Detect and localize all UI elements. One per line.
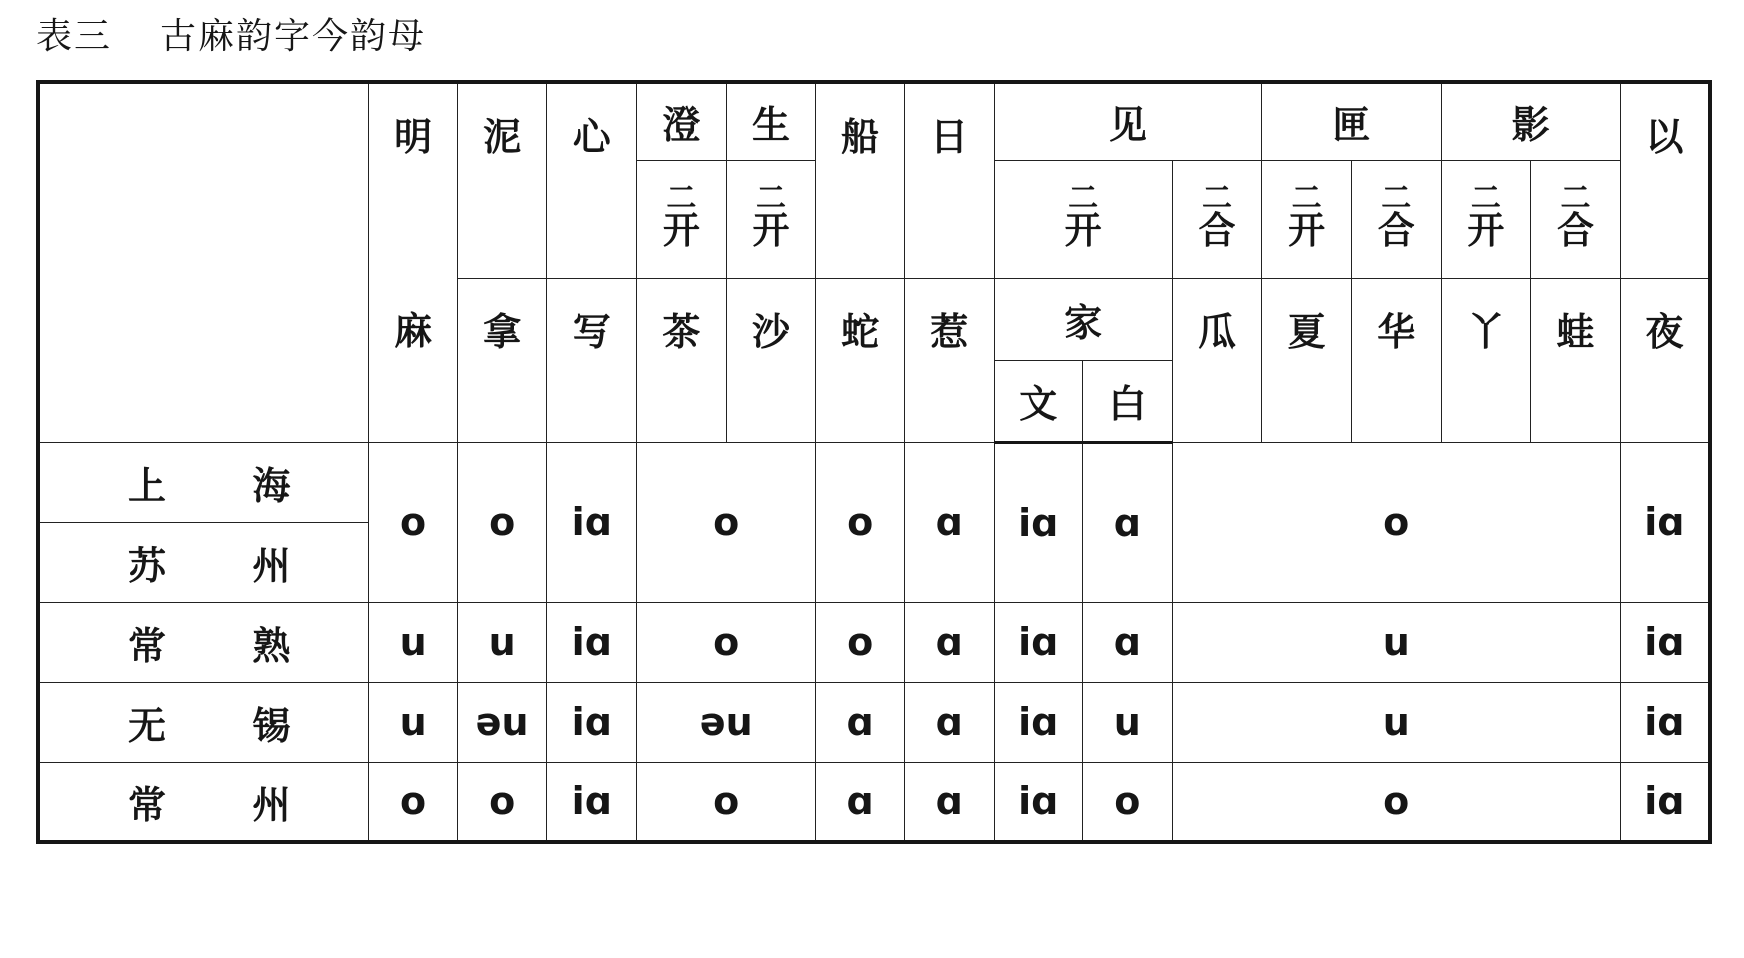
grade-jian-he: 二 合 [1172,160,1262,278]
initial-yi: 以 [1620,82,1710,278]
cell-changshu-chuan: o [816,602,905,682]
grade-sheng: 二 开 [726,160,816,278]
initial-sheng: 生 [726,82,816,160]
cell-wuxi-cheng-sheng: əu [637,682,816,762]
cell-wuxi-bai: u [1083,682,1173,762]
char-wa: 蛙 [1531,278,1621,442]
city-suzhou: 苏 州 [38,522,369,602]
cell-changzhou-yi: iɑ [1620,762,1710,842]
char-ma: 麻 [369,278,458,442]
grade-xia-he: 二 合 [1351,160,1441,278]
table-caption [36,8,426,59]
caption-label: 表三 [36,16,113,57]
char-she: 蛇 [816,278,905,442]
cell-changshu-cheng-sheng: o [637,602,816,682]
finals-table [36,80,1712,844]
cell-shsz-ming: o [369,442,458,602]
char-xia: 夏 [1262,278,1352,442]
cell-wuxi-xin: iɑ [547,682,637,762]
char-na: 拿 [457,278,547,442]
corner-cell [38,82,369,442]
char-cha: 茶 [637,278,727,442]
cell-shsz-ri: ɑ [904,442,994,602]
city-shanghai: 上 海 [38,442,369,522]
cell-wuxi-ni: əu [457,682,547,762]
char-gua: 瓜 [1172,278,1262,442]
city-wuxi: 无 锡 [38,682,369,762]
cell-shsz-gua-group: o [1172,442,1620,602]
cell-changshu-bai: ɑ [1083,602,1173,682]
cell-shsz-wen: iɑ [994,442,1083,602]
cell-changzhou-cheng-sheng: o [637,762,816,842]
initial-ri: 日 [904,82,994,278]
cell-changzhou-bai: o [1083,762,1173,842]
initial-ying: 影 [1441,82,1620,160]
cell-changshu-ni: u [457,602,547,682]
initial-xia: 匣 [1262,82,1441,160]
cell-changzhou-ming: o [369,762,458,842]
initial-jian: 见 [994,82,1262,160]
cell-changshu-yi: iɑ [1620,602,1710,682]
cell-shsz-bai: ɑ [1083,442,1173,602]
initial-cheng: 澄 [637,82,727,160]
cell-changzhou-xin: iɑ [547,762,637,842]
grade-xia-kai: 二 开 [1262,160,1352,278]
cell-wuxi-ri: ɑ [904,682,994,762]
char-sha: 沙 [726,278,816,442]
grade-jian-kai: 二 开 [994,160,1172,278]
cell-changshu-xin: iɑ [547,602,637,682]
cell-changzhou-ni: o [457,762,547,842]
grade-ying-kai: 二 开 [1441,160,1531,278]
initial-ni: 泥 [457,82,547,278]
cell-changzhou-gua-group: o [1172,762,1620,842]
cell-changzhou-wen: iɑ [994,762,1083,842]
cell-shsz-yi: iɑ [1620,442,1710,602]
char-ye: 夜 [1620,278,1710,442]
cell-wuxi-chuan: ɑ [816,682,905,762]
reading-wen: 文 [994,360,1083,442]
cell-changshu-ming: u [369,602,458,682]
city-changzhou: 常 州 [38,762,369,842]
cell-shsz-cheng-sheng: o [637,442,816,602]
char-jia: 家 [994,278,1172,360]
cell-shsz-ni: o [457,442,547,602]
cell-changshu-wen: iɑ [994,602,1083,682]
cell-wuxi-gua-group: u [1172,682,1620,762]
city-changshu: 常 熟 [38,602,369,682]
cell-wuxi-yi: iɑ [1620,682,1710,762]
caption-title: 古麻韵字今韵母 [160,16,427,57]
cell-shsz-chuan: o [816,442,905,602]
char-ya: 丫 [1441,278,1531,442]
cell-changzhou-ri: ɑ [904,762,994,842]
initial-ming: 明 [369,82,458,278]
grade-ying-he: 二 合 [1531,160,1621,278]
char-re: 惹 [904,278,994,442]
cell-changshu-gua-group: u [1172,602,1620,682]
cell-wuxi-ming: u [369,682,458,762]
reading-bai: 白 [1083,360,1173,442]
initial-chuan: 船 [816,82,905,278]
initial-xin: 心 [547,82,637,278]
cell-changzhou-chuan: ɑ [816,762,905,842]
char-xie: 写 [547,278,637,442]
grade-cheng: 二 开 [637,160,727,278]
char-hua: 华 [1351,278,1441,442]
cell-shsz-xin: iɑ [547,442,637,602]
cell-changshu-ri: ɑ [904,602,994,682]
cell-wuxi-wen: iɑ [994,682,1083,762]
